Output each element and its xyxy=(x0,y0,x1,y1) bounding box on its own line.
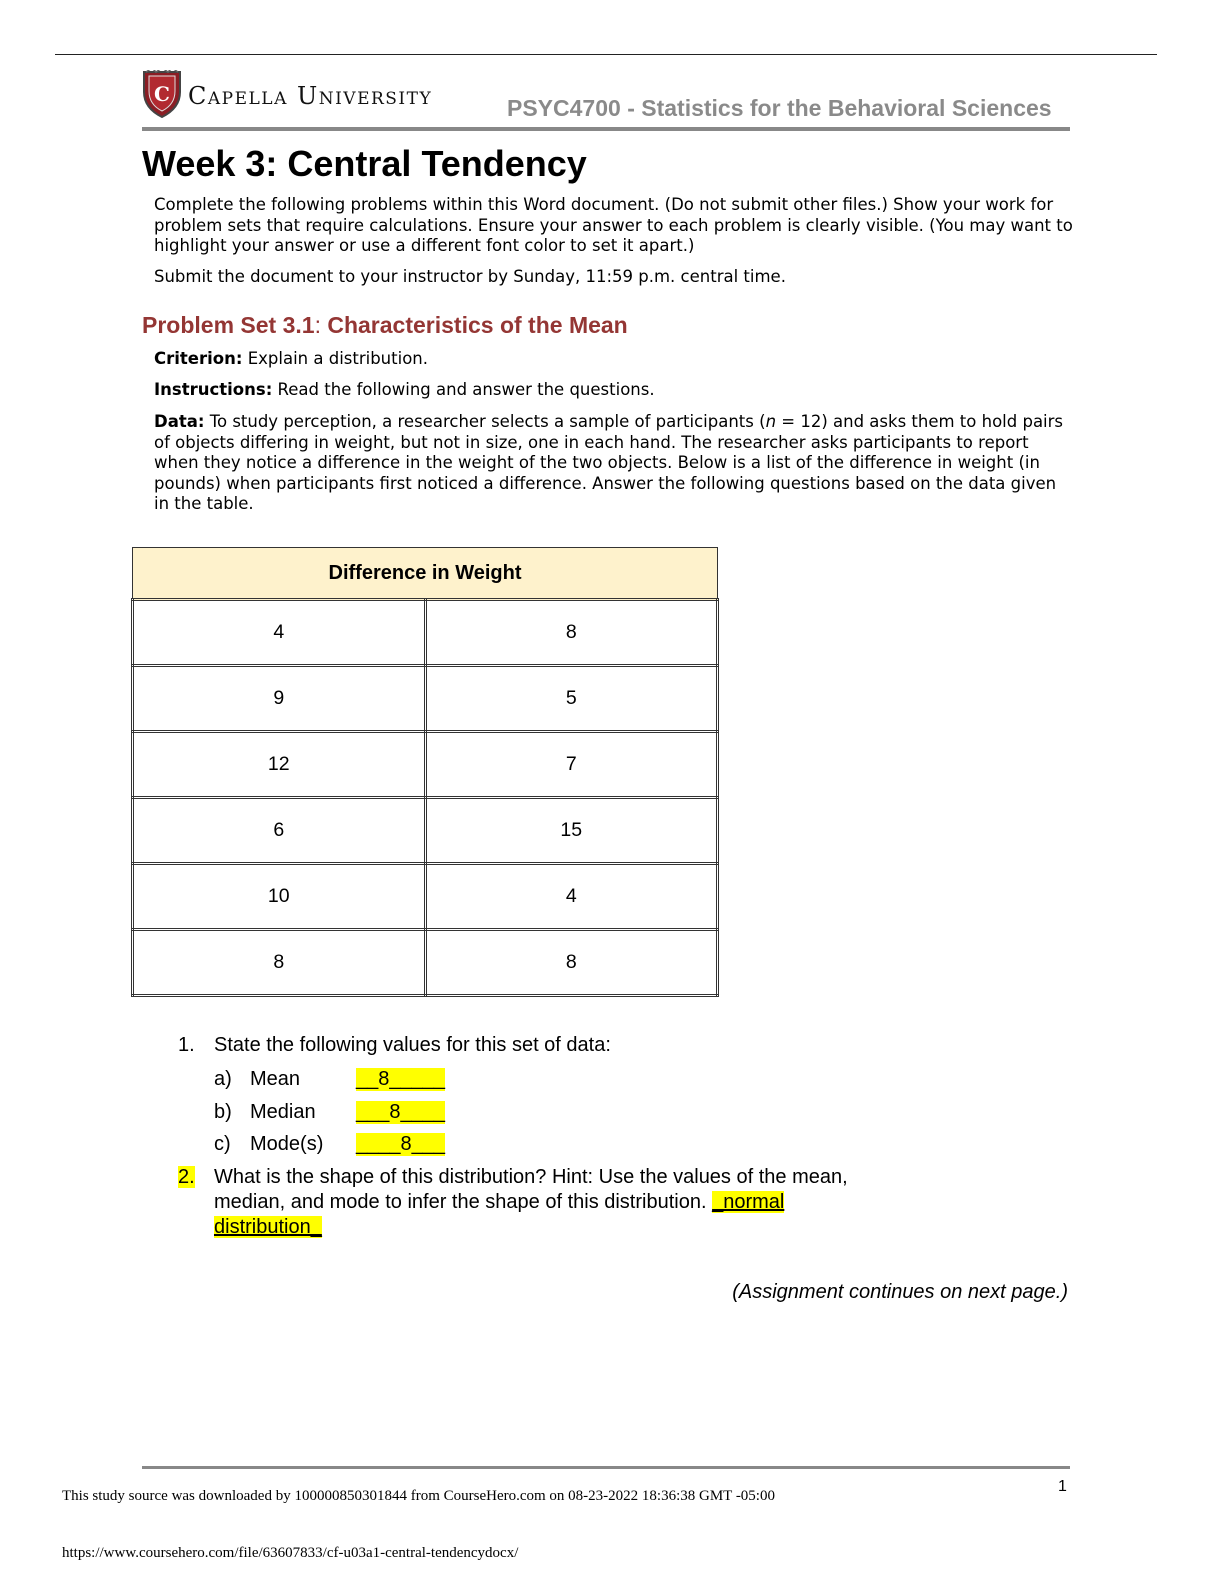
table-cell: 12 xyxy=(133,732,426,798)
item-b-answer xyxy=(356,1101,445,1124)
table-cell: 8 xyxy=(133,930,426,996)
problem-set-title xyxy=(142,312,628,339)
table-cell: 15 xyxy=(425,798,718,864)
data-n: n xyxy=(765,412,777,431)
data-label: Data: xyxy=(154,412,205,431)
mode-answer: ____8___ xyxy=(356,1133,445,1155)
table-cell: 4 xyxy=(425,864,718,930)
item-a-label: Mean xyxy=(250,1068,301,1090)
intro-paragraph-2: Submit the document to your instructor by Sunday, 11:59 p.m. central time. xyxy=(154,267,786,286)
university-wordmark: Capella University xyxy=(188,82,433,110)
weight-table xyxy=(131,547,719,997)
table-cell: 10 xyxy=(133,864,426,930)
table-row xyxy=(133,600,718,666)
table-row xyxy=(133,864,718,930)
median-answer: ___8____ xyxy=(356,1101,445,1123)
capella-shield-icon xyxy=(142,70,182,118)
criterion-line xyxy=(154,349,1074,370)
item-c-label: Mode(s) xyxy=(250,1133,324,1155)
university-name xyxy=(188,82,432,110)
instructions-text: Read the following and answer the questions. xyxy=(272,380,655,399)
question-2-line-1: What is the shape of this distribution? Hint: Use the values of the mean, xyxy=(214,1166,848,1188)
question-2-line-2-text: median, and mode to infer the shape of this distribution. xyxy=(214,1191,713,1213)
page-title: Week 3: Central Tendency xyxy=(142,143,587,184)
item-c-answer xyxy=(356,1133,445,1156)
table-cell: 7 xyxy=(425,732,718,798)
table-row xyxy=(133,732,718,798)
header-rule xyxy=(142,127,1070,131)
svg-text:C: C xyxy=(154,82,170,106)
mean-answer: __8_____ xyxy=(356,1068,445,1090)
intro-paragraph-1: Complete the following problems within this Word document. (Do not submit other files.) Show your work for problem sets that require calculations. Ensure your answer to each problem is clearly visible. (You may want to highlight your answer or use a different font color to set it apart.) xyxy=(154,195,1073,255)
problem-set-number: Problem Set 3.1 xyxy=(142,312,315,338)
problem-set-separator: : xyxy=(314,312,321,338)
table-row xyxy=(133,930,718,996)
course-title: PSYC4700 - Statistics for the Behavioral Sciences xyxy=(507,95,1052,121)
shape-answer-part-1: _normal xyxy=(712,1191,785,1213)
instructions-label: Instructions: xyxy=(154,380,273,399)
criterion-label: Criterion: xyxy=(154,349,243,368)
table-row xyxy=(133,666,718,732)
criterion-text: Explain a distribution. xyxy=(242,349,428,368)
question-2-line-3 xyxy=(214,1216,322,1239)
source-url[interactable]: https://www.coursehero.com/file/63607833/cf-u03a1-central-tendencydocx/ xyxy=(62,1545,519,1561)
shape-answer-part-2: distribution_ xyxy=(214,1216,322,1238)
item-a-letter: a) xyxy=(214,1068,232,1090)
item-b-label: Median xyxy=(250,1101,316,1123)
data-text-1: To study perception, a researcher selects a sample of participants ( xyxy=(204,412,766,431)
table-cell: 8 xyxy=(425,930,718,996)
problem-set-name: Characteristics of the Mean xyxy=(320,312,628,338)
source-line: This study source was downloaded by 100000850301844 from CourseHero.com on 08-23-2022 18:36:38 GMT -05:00 xyxy=(62,1488,775,1504)
table-cell: 5 xyxy=(425,666,718,732)
question-2-number xyxy=(178,1166,195,1189)
question-1-number: 1. xyxy=(178,1034,195,1056)
page-number: 1 xyxy=(1058,1478,1067,1495)
data-paragraph xyxy=(154,412,1074,515)
continue-note: (Assignment continues on next page.) xyxy=(732,1281,1068,1303)
footer-rule xyxy=(142,1466,1070,1469)
item-a-answer xyxy=(356,1068,445,1091)
table-cell: 8 xyxy=(425,600,718,666)
data-text-2: = 12) and asks them to hold pairs of objects differing in weight, but not in size, one in each hand. The researcher asks participants to report when they notice a difference in the weight of the two objects. Below is a list of the difference in weight (in pounds) when participants first noticed a difference. Answer the following questions based on the data given in the table. xyxy=(154,412,1064,513)
table-cell: 4 xyxy=(133,600,426,666)
top-rule xyxy=(55,54,1157,55)
table-header: Difference in Weight xyxy=(133,548,718,600)
table-row xyxy=(133,798,718,864)
item-b-letter: b) xyxy=(214,1101,232,1123)
table-cell: 9 xyxy=(133,666,426,732)
item-c-letter: c) xyxy=(214,1133,231,1155)
question-2-number-highlight: 2. xyxy=(178,1166,195,1188)
question-2-line-2 xyxy=(214,1191,784,1214)
question-1-text: State the following values for this set of data: xyxy=(214,1034,611,1056)
table-cell: 6 xyxy=(133,798,426,864)
instructions-line xyxy=(154,380,1074,401)
